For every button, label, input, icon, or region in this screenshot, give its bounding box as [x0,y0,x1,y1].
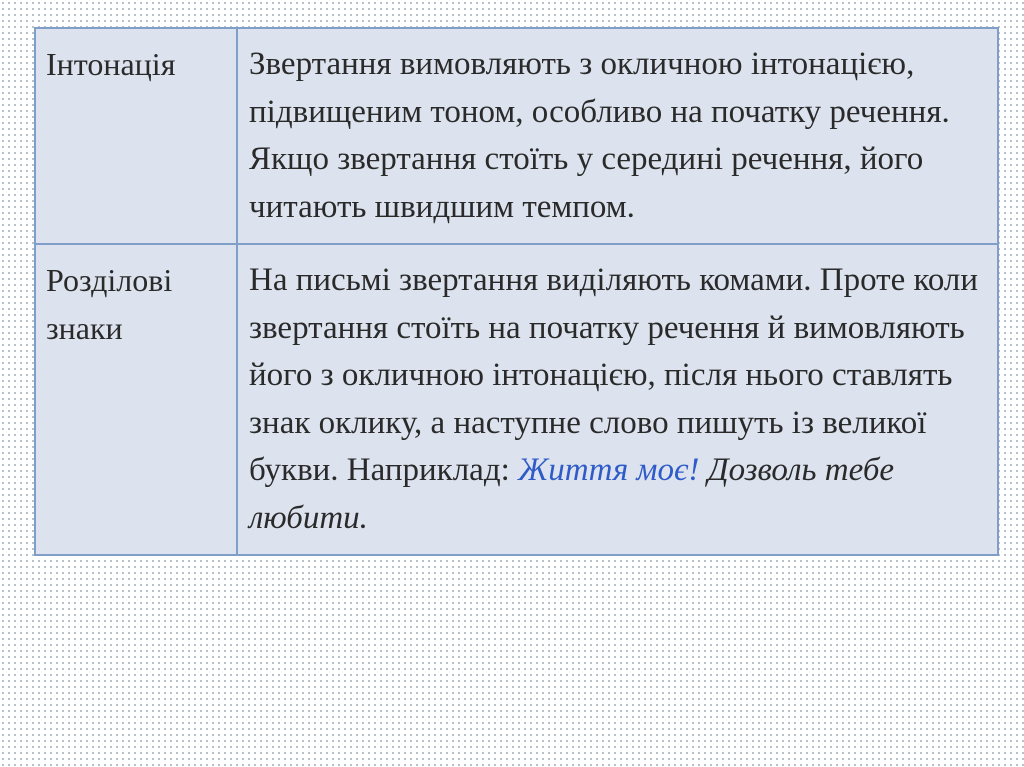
content-text: Звертання вимовляють з окличною інтонацією, підвищеним тоном, особливо на початку речення. Якщо звертання стоїть у середині речення, його читають швидшим темпом. [249,46,950,225]
label-text: Інтонація [46,46,176,82]
content-text: На письмі звертання виділяють комами. Проте коли звертання стоїть на початку речення й вимовляють його з окличною інтонацією, після нього ставлять знак оклику, а наступне слово пишуть із великої букви. Наприклад: [249,262,979,488]
label-text: Розділові знаки [46,262,173,346]
example-highlight: Життя моє! [518,452,700,488]
table-row-punctuation [35,244,998,555]
info-table [34,27,999,556]
row-content-punctuation [237,244,998,555]
table-row-intonation [35,28,998,244]
row-label-intonation [35,28,237,244]
row-content-intonation [237,28,998,244]
row-label-punctuation [35,244,237,555]
example-rest: Дозволь тебе любити. [249,452,895,536]
